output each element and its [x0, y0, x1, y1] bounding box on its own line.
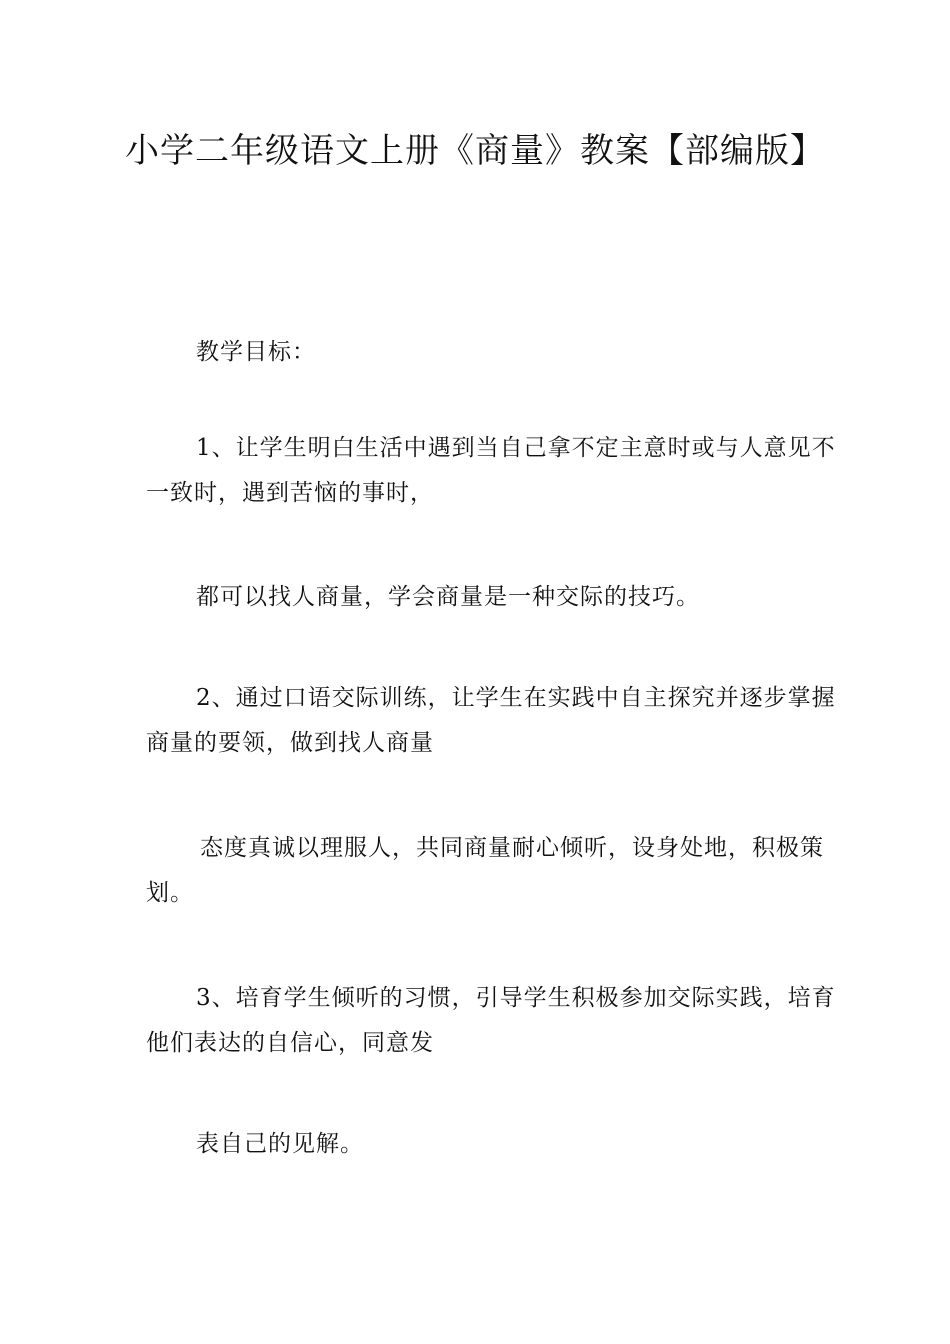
paragraph-objective-3-cont: 表自己的见解。 — [196, 1131, 364, 1157]
paragraph-objective-1: 1、让学生明白生活中遇到当自己拿不定主意时或与人意见不一致时，遇到苦恼的事时， — [146, 435, 836, 506]
paragraph-objective-2: 2、通过口语交际训练，让学生在实践中自主探究并逐步掌握商量的要领，做到找人商量 — [146, 685, 836, 756]
paragraph-objective-1-cont: 都可以找人商量，学会商量是一种交际的技巧。 — [196, 584, 700, 610]
paragraph-objective-2-cont: 态度真诚以理服人，共同商量耐心倾听，设身处地，积极策划。 — [146, 835, 824, 906]
paragraph-objectives-heading: 教学目标： — [196, 339, 316, 365]
document-title: 小学二年级语文上册《商量》教案【部编版】 — [125, 131, 825, 171]
paragraph-objective-3: 3、培育学生倾听的习惯，引导学生积极参加交际实践，培育他们表达的自信心，同意发 — [146, 985, 836, 1056]
